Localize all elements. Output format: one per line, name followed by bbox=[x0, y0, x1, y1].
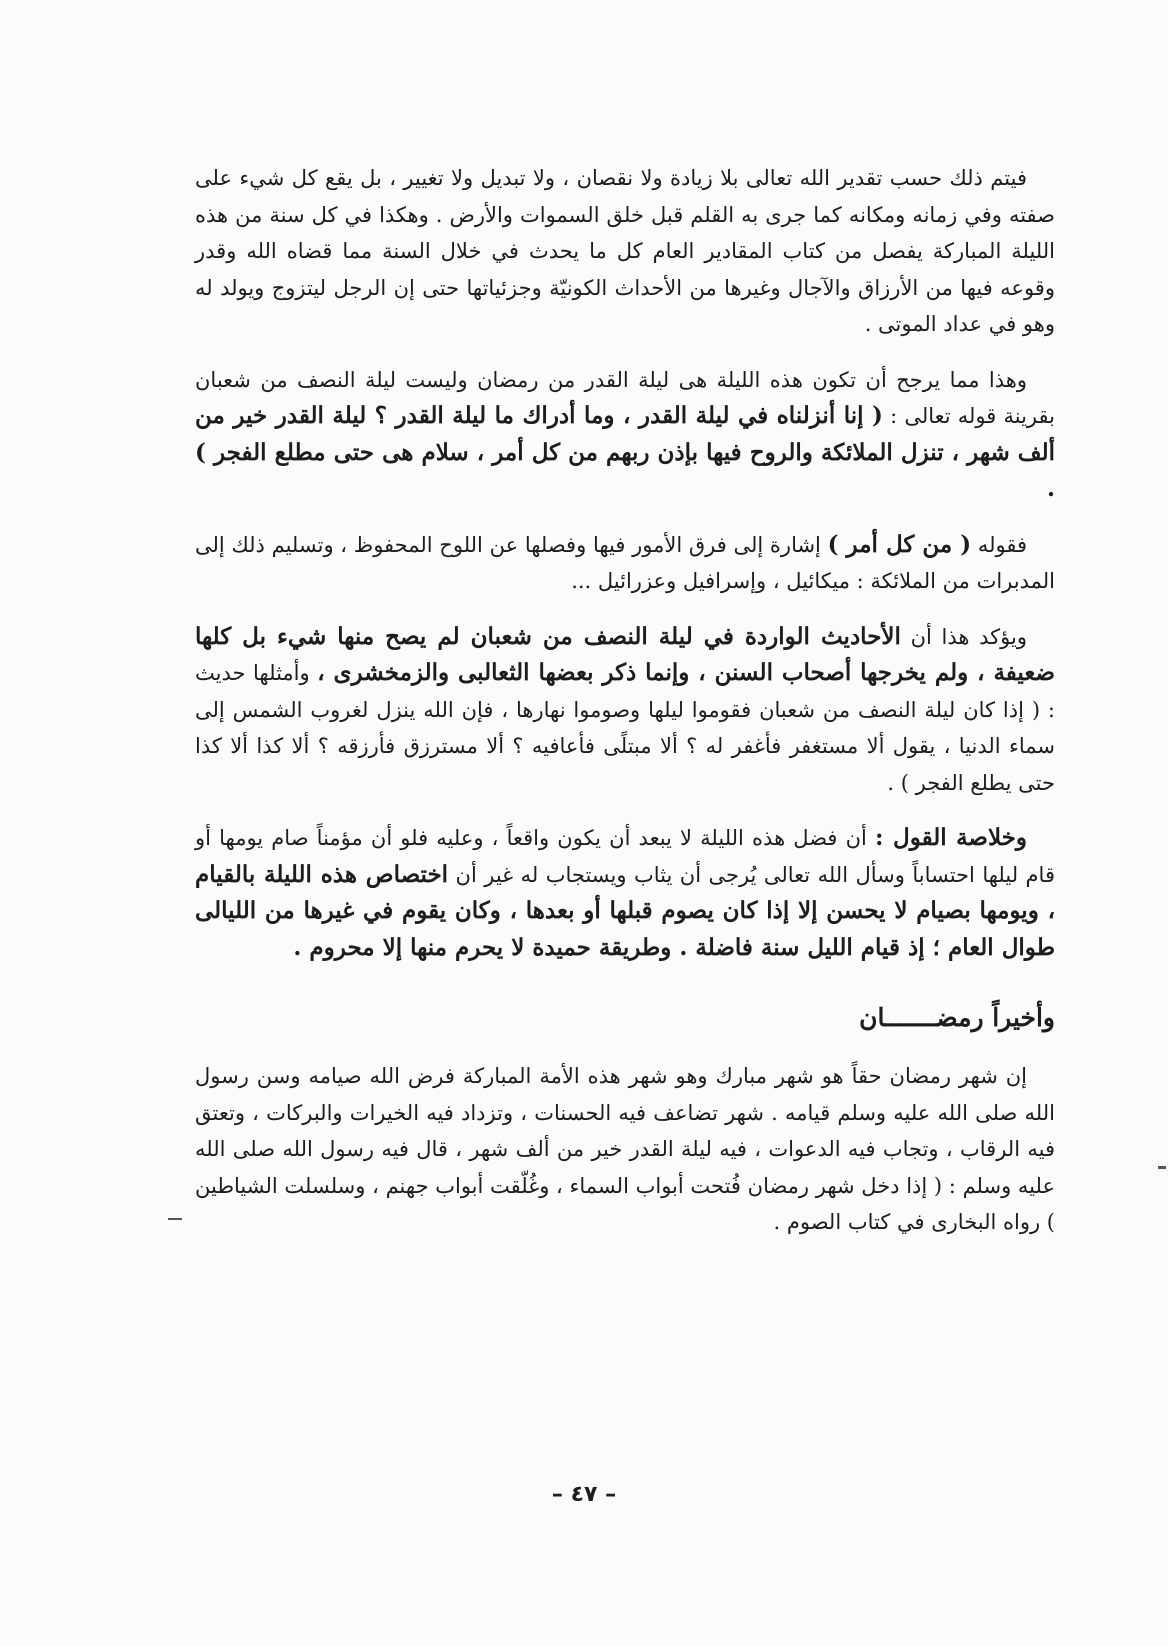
bold-text-segment: ( من كل أمر ) bbox=[827, 530, 972, 558]
paragraph-5 bbox=[195, 820, 1055, 966]
paragraph-6 bbox=[195, 1058, 1055, 1241]
text-segment: فيتم ذلك حسب تقدير الله تعالى بلا زيادة ولا نقصان ، ولا تبديل ولا تغيير ، بل يقع كل شيء على صفته وفي زمانه ومكانه كما جرى به القلم قبل خلق السموات والأرض . وهكذا في كل سنة من هذه الليلة المباركة يفصل من كتاب المقادير العام كل ما يحدث في خلال السنة مما قضاه الله وقدر وقوعه فيها من الأرزاق والآجال وغيرها من الأحداث الكونيّة وجزئياتها حتى إن الرجل ليتزوج ويولد له وهو في عداد الموتى . bbox=[195, 166, 1055, 336]
margin-mark-right bbox=[1158, 1166, 1166, 1169]
margin-mark-left bbox=[168, 1218, 182, 1220]
text-segment: إشارة إلى فرق الأمور فيها وفصلها عن اللوح المحفوظ ، وتسليم ذلك إلى المدبرات من الملائكة : ميكائيل ، وإسرافيل وعزرائيل ... bbox=[195, 532, 1055, 593]
bold-text-segment: ( إنا أنزلناه في ليلة القدر ، وما أدراك ما ليلة القدر ؟ ليلة القدر خير من ألف شهر ، تنزل الملائكة والروح فيها بإذن ربهم من كل أمر ، سلام هى حتى مطلع الفجر ) . bbox=[195, 402, 1055, 502]
page-body bbox=[195, 160, 1055, 1260]
text-segment: أن فضل هذه الليلة لا يبعد أن يكون واقعاً ، وعليه فلو أن مؤمناً صام يومها أو قام ليلها احتساباً وسأل الله تعالى يُرجى أن يثاب ويستجاب له غير أن bbox=[195, 826, 1055, 887]
text-segment: فقوله bbox=[971, 532, 1027, 557]
bold-text-segment: اختصاص هذه الليلة بالقيام ، ويومها بصيام لا يحسن إلا إذا كان يصوم قبلها أو بعدها ، وكان يقوم في غيرها من الليالى طوال العام ؛ إذ قيام الليل سنة فاضلة . وطريقة حميدة لا يحرم منها إلا محروم . bbox=[195, 860, 1055, 961]
bold-text-segment: وخلاصة القول : bbox=[875, 824, 1028, 851]
page-number: – ٤٧ – bbox=[551, 1482, 617, 1507]
section-heading: وأخيراً رمضـــــــان bbox=[859, 1003, 1055, 1032]
bold-text-segment: الأحاديث الواردة في ليلة النصف من شعبان لم يصح منها شيء بل كلها ضعيفة ، ولم يخرجها أصحاب السنن ، وإنما ذكر بعضها الثعالبى والزمخشرى ، bbox=[195, 622, 1056, 686]
text-segment: ويؤكد هذا أن bbox=[900, 624, 1027, 649]
paragraph-2 bbox=[195, 362, 1055, 508]
paragraph-4 bbox=[195, 619, 1055, 802]
text-segment: وأمثلها حديث : ( إذا كان ليلة النصف من شعبان فقوموا ليلها وصوموا نهارها ، فإن الله ينزل لغروب الشمس إلى سماء الدنيا ، يقول ألا مستغفر فأغفر له ؟ ألا مبتلًى فأعافيه ؟ ألا مسترزق فأرزقه ؟ ألا كذا ألا كذا حتى يطلع الفجر ) . bbox=[195, 661, 1055, 795]
text-segment: وهذا مما يرجح أن تكون هذه الليلة هى ليلة القدر من رمضان وليست ليلة النصف من شعبان بقرينة قوله تعالى : bbox=[195, 367, 1055, 428]
text-segment: إن شهر رمضان حقاً هو شهر مبارك وهو شهر هذه الأمة المباركة فرض الله صيامه وسن رسول الله صلى الله عليه وسلم قيامه . شهر تضاعف فيه الحسنات ، وتزداد فيه الخيرات والبركات ، وتعتق فيه الرقاب ، وتجاب فيه الدعوات ، فيه ليلة القدر خير من ألف شهر ، قال فيه رسول الله صلى الله عليه وسلم : ( إذا دخل شهر رمضان فُتحت أبواب السماء ، وغُلّقت أبواب جهنم ، وسلسلت الشياطين ) رواه البخارى في كتاب الصوم . bbox=[195, 1064, 1055, 1234]
paragraph-3 bbox=[195, 527, 1055, 600]
paragraph-1 bbox=[195, 160, 1055, 343]
